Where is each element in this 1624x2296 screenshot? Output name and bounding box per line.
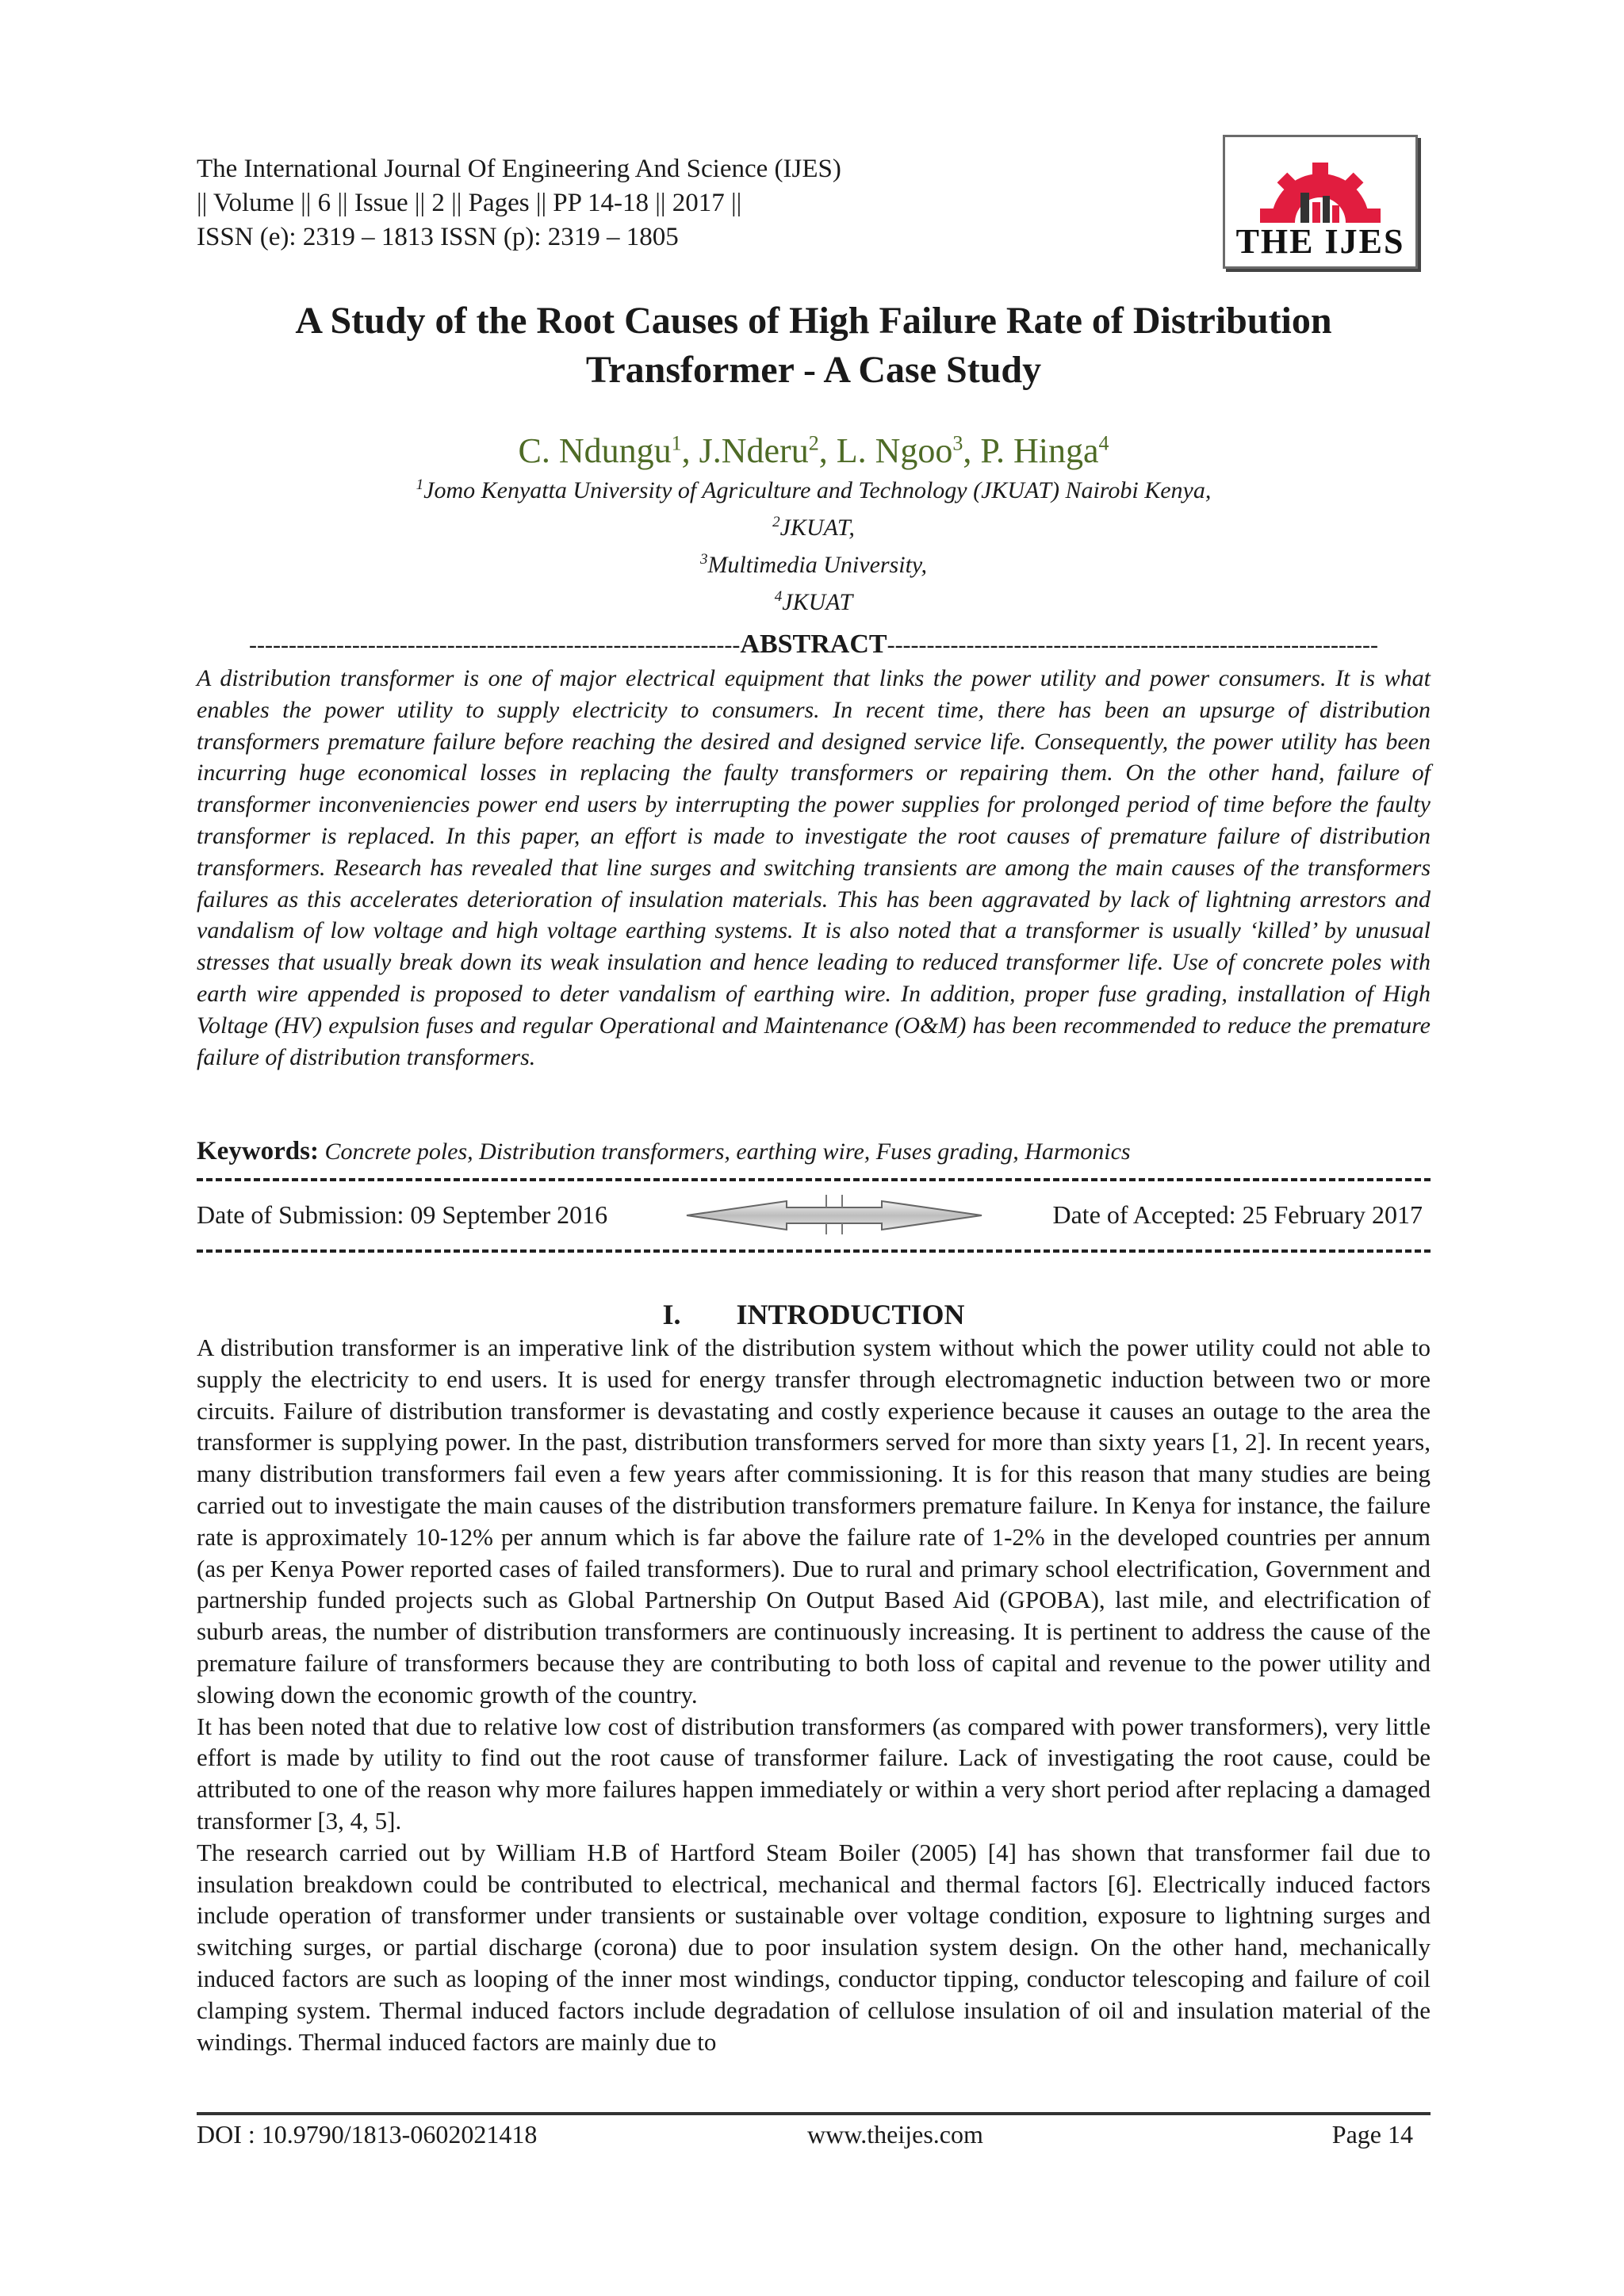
journal-volume: || Volume || 6 || Issue || 2 || Pages || PP 14-18 || 2017 || [197,189,742,217]
keywords [197,1135,1431,1168]
section-number: I. [662,1299,681,1330]
section-heading [197,1297,1431,1332]
footer-doi: DOI : 10.9790/1813-0602021418 [197,2120,538,2149]
affiliation-list [197,469,1431,618]
paper-title: A Study of the Root Causes of High Failure Rate of Distribution Transformer - A Case Study [295,300,1332,391]
affiliation: $^3$Multimedia University, [699,551,928,578]
footer-page-number: Page 14 [1331,2120,1413,2149]
affiliation: $^1$Jomo Kenyatta University of Agriculture and Technology (JKUAT) Nairobi Kenya, [416,476,1212,503]
body-text [197,1332,1431,2057]
date-submission: Date of Submission: 09 September 2016 [197,1200,608,1229]
affiliation: $^4$JKUAT [774,588,853,615]
keywords-label: Keywords: [197,1137,319,1165]
gear-icon [1225,140,1415,228]
divider [197,1178,1431,1181]
paragraph: It has been noted that due to relative low cost of distribution transformers (as compared with power transformers), very little effort is made by utility to find out the root cause of transformer failure. Lack of investigating the root cause, could be attributed to one of the reason why more failures happen immediately or within a very short period after replacing a damaged transformer [3, 4, 5]. [197,1712,1431,1835]
author: J.Nderu$^2$, [699,430,837,470]
abstract-divider: --------------------------------------------------------------ABSTRACT-------------------------------------------------------------- [249,631,1378,659]
paragraph: The research carried out by William H.B of Hartford Steam Boiler (2005) [4] has shown that transformer fail due to insulation breakdown could be contributed to electrical, mechanical and thermal factors [6]. Electrically induced factors include operation of transformer under transients or sustainable over voltage condition, exposure to lightning surges and switching surges, or partial discharge (corona) due to poor insulation system design. On the other hand, mechanically induced factors are such as looping of the inner most windings, conductor tipping, conductor telescoping and failure of coil clamping system. Thermal induced factors include degradation of cellulose insulation of oil and insulation material of the windings. Thermal induced factors are mainly due to [197,1838,1431,2056]
divider [197,1249,1431,1253]
section-title: INTRODUCTION [736,1299,965,1330]
journal-name: The International Journal Of Engineering And Science (IJES) [197,155,841,183]
footer-rule [197,2112,1431,2115]
footer-url[interactable]: www.theijes.com [807,2120,983,2149]
keywords-text: Concrete poles, Distribution transformers, earthing wire, Fuses grading, Harmonics [324,1138,1131,1165]
affiliation: $^2$JKUAT, [772,514,855,541]
date-accepted: Date of Accepted: 25 February 2017 [1052,1200,1423,1229]
author-list [197,420,1431,474]
abstract-heading: ABSTRACT [740,631,887,659]
author: L. Ngoo$^3$, [836,430,981,470]
logo-text: THE IJES [1235,222,1405,261]
author: P. Hinga$^4$ [980,430,1109,470]
journal-issn: ISSN (e): 2319 – 1813 ISSN (p): 2319 – 1805 [197,223,679,251]
double-arrow-icon [684,1192,985,1236]
abstract-text: A distribution transformer is one of major electrical equipment that links the power utility and power consumers. It is what enables the power utility to supply electricity to consumers. In recent time, there has been an upsurge of distribution transformers premature failure before reaching the desired and designed service life. Consequently, the power utility has been incurring huge economical losses in replacing the faulty transformers or repairing them. On the other hand, failure of transformer inconveniencies power end users by interrupting the power supplies for prolonged period of time before the faulty transformer is replaced. In this paper, an effort is made to investigate the root causes of premature failure of distribution transformers. Research has revealed that line surges and switching transients are among the main causes of the transformers failures as this accelerates deterioration of insulation materials. This has been aggravated by lack of lightning arrestors and vandalism of low voltage and high voltage earthing systems. It is also noted that a transformer is usually ‘killed’ by unusual stresses that usually break down its weak insulation and hence leading to reduced transformer life. Use of concrete poles with earth wire appended is proposed to deter vandalism of earthing wire. In addition, proper fuse grading, installation of High Voltage (HV) expulsion fuses and regular Operational and Maintenance (O&M) has been recommended to reduce the premature failure of distribution transformers. [197,665,1431,1070]
journal-logo [1223,135,1418,269]
author: C. Ndungu$^1$, [518,430,699,470]
paragraph: A distribution transformer is an imperative link of the distribution system without which the power utility could not able to supply the electricity to end users. It is used for energy transfer through electromagnetic induction between two or more circuits. Failure of distribution transformer is devastating and costly experience because it causes an outage to the area the transformer is supplying power. In the past, distribution transformers served for more than sixty years [1, 2]. In recent years, many distribution transformers fail even a few years after commissioning. It is for this reason that many studies are being carried out to investigate the main causes of the distribution transformers premature failure. In Kenya for instance, the failure rate is approximately 10-12% per annum which is far above the failure rate of 1-2% in the developed countries per annum (as per Kenya Power reported cases of failed transformers). Due to rural and primary school electrification, Government and partnership funded projects such as Global Partnership On Output Based Aid (GPOBA), last mile, and electrification of suburb areas, the number of distribution transformers are continuously increasing. It is pertinent to address the cause of the premature failure of transformers because they are contributing to both loss of capital and revenue to the power utility and slowing down the economic growth of the country. [197,1334,1431,1709]
